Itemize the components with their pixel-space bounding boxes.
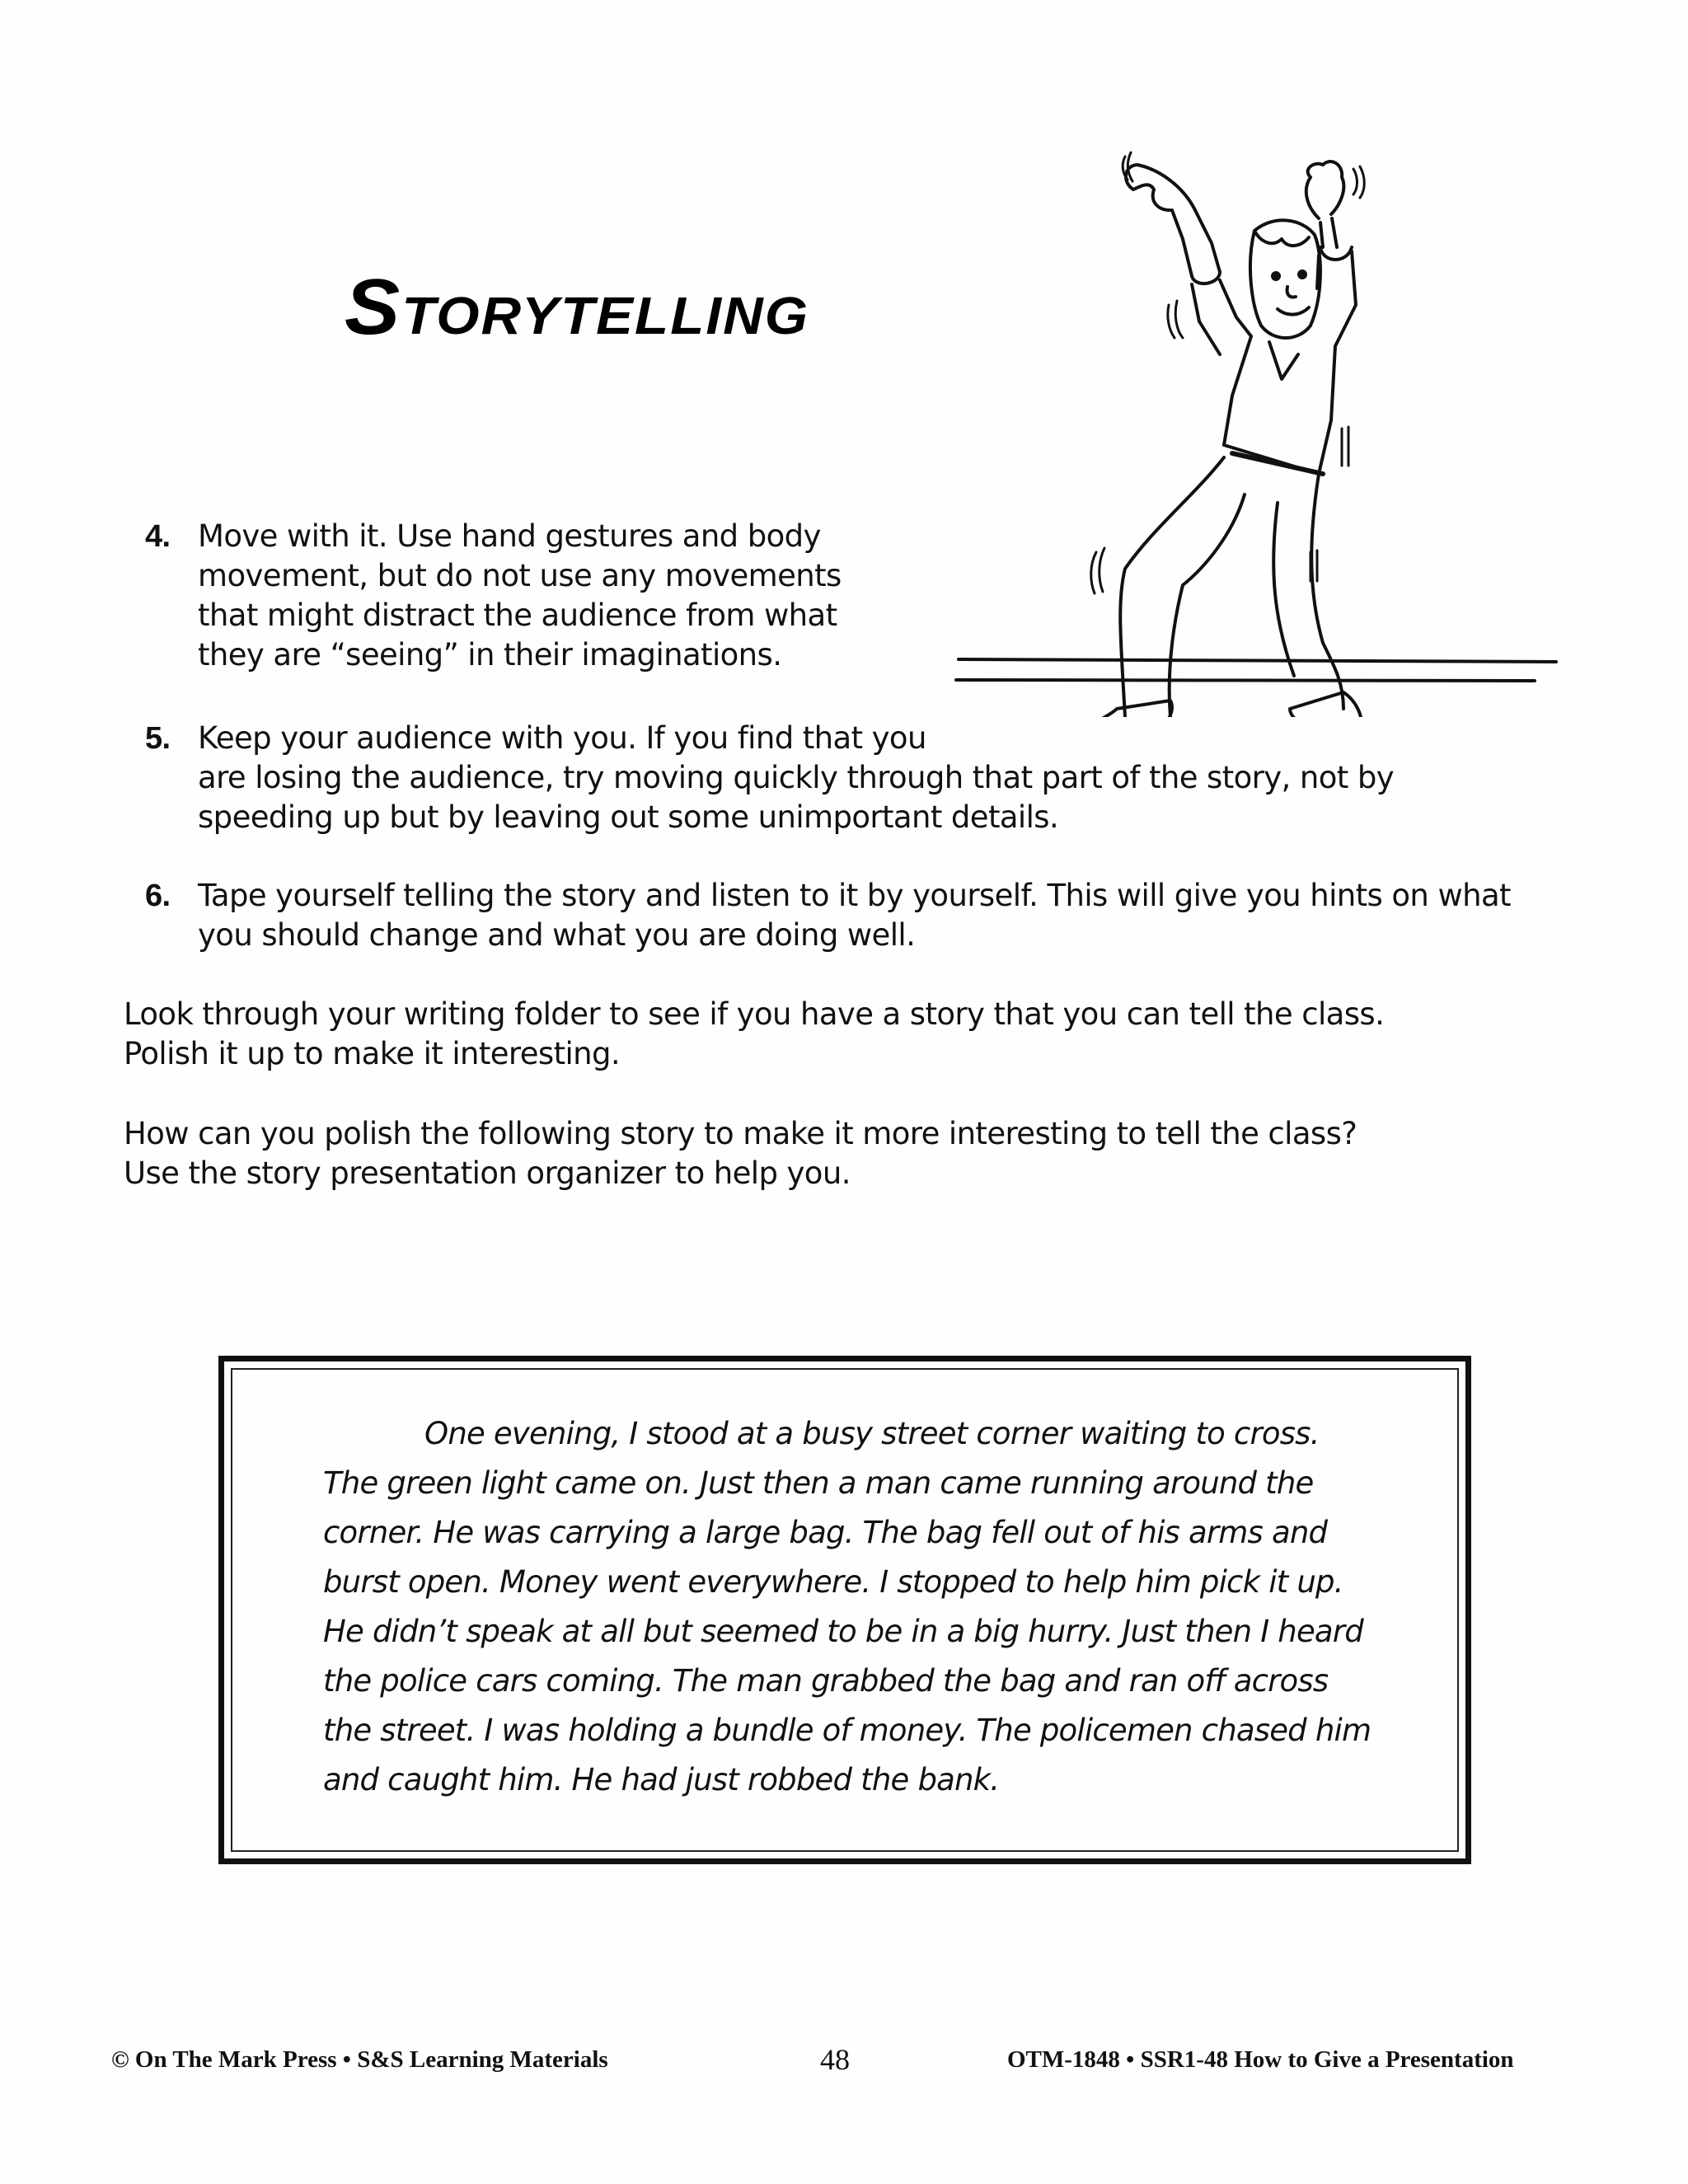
story-line: The green light came on. Just then a man came running around the — [323, 1465, 1314, 1501]
story-line: One evening, I stood at a busy street corner waiting to cross. — [424, 1416, 1320, 1451]
story-line: burst open. Money went everywhere. I stopped to help him pick it up. — [323, 1564, 1343, 1600]
list-line: Tape yourself telling the story and listen to it by yourself. This will give you hints on what — [198, 878, 1511, 913]
list-line: they are “seeing” in their imaginations. — [198, 637, 782, 673]
story-line: the police cars coming. The man grabbed the bag and ran off across — [323, 1663, 1329, 1699]
list-number: 6. — [145, 879, 171, 913]
title-first-letter: S — [345, 263, 402, 351]
story-line: corner. He was carrying a large bag. The bag fell out of his arms and — [323, 1515, 1328, 1550]
list-item-6 — [145, 876, 1511, 955]
list-line: movement, but do not use any movements — [198, 558, 842, 593]
footer-page-number: 48 — [820, 2043, 850, 2076]
list-line: Keep your audience with you. If you find that you — [198, 720, 926, 756]
list-item-4 — [145, 517, 842, 675]
story-text — [323, 1409, 1411, 1805]
list-line: are losing the audience, try moving quickly through that part of the story, not by — [198, 760, 1395, 795]
paragraph-line: Use the story presentation organizer to help you. — [124, 1155, 851, 1191]
list-line: that might distract the audience from what — [198, 598, 837, 633]
page-title — [345, 262, 809, 353]
list-number: 4. — [145, 519, 171, 554]
story-line: and caught him. He had just robbed the bank. — [323, 1762, 1000, 1797]
footer-product-code: OTM-1848 • SSR1-48 How to Give a Presentation — [1007, 2046, 1514, 2073]
paragraph-line: Look through your writing folder to see if you have a story that you can tell the class. — [124, 996, 1385, 1032]
list-line: speeding up but by leaving out some unimportant details. — [198, 799, 1059, 835]
list-line: you should change and what you are doing well. — [198, 917, 916, 953]
story-box — [218, 1356, 1471, 1864]
list-line: Move with it. Use hand gestures and body — [198, 518, 821, 554]
list-number: 5. — [145, 721, 171, 756]
paragraph-line: Polish it up to make it interesting. — [124, 1036, 621, 1071]
title-rest: TORYTELLING — [401, 286, 810, 345]
list-item-5 — [145, 719, 1395, 837]
instruction-paragraph-1 — [124, 995, 1384, 1074]
paragraph-line: How can you polish the following story to make it more interesting to tell the class? — [124, 1116, 1357, 1151]
story-line: the street. I was holding a bundle of money. The policemen chased him — [323, 1713, 1372, 1748]
footer-copyright: © On The Mark Press • S&S Learning Materials — [111, 2046, 608, 2073]
dancing-boy-illustration-icon — [948, 140, 1566, 717]
story-line: He didn’t speak at all but seemed to be in a big hurry. Just then I heard — [323, 1614, 1363, 1649]
instruction-paragraph-2 — [124, 1114, 1357, 1193]
